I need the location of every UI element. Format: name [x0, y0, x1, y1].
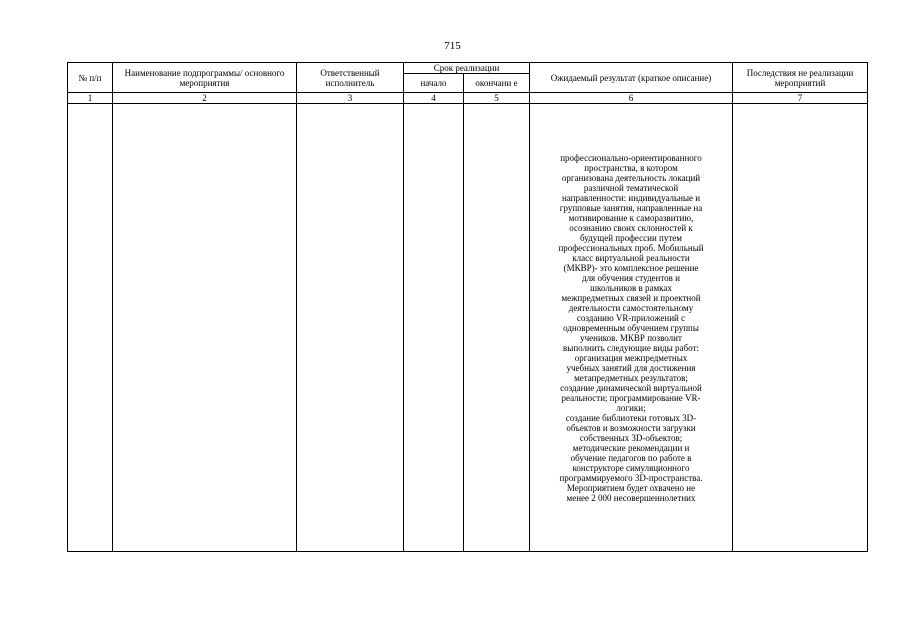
result-line: различной тематической [583, 182, 679, 193]
result-line: созданию VR-приложений с [576, 312, 686, 323]
result-line: одновременным обучением группы [563, 322, 699, 333]
result-line: обучение педагогов по работе в [570, 452, 692, 463]
program-table [67, 62, 868, 552]
result-line: метапредметных результатов; [574, 372, 688, 383]
header-consequences: Последствия не реализации мероприятий [733, 63, 868, 93]
cell-num [68, 104, 113, 552]
result-line: методические рекомендации и [572, 442, 690, 453]
result-line: организована деятельность локаций [561, 172, 701, 183]
result-line: (МКВР)- это комплексное решение [563, 262, 699, 273]
result-line: групповые занятия, направленные на [559, 202, 703, 213]
result-line: осознанию своих склонностей к [569, 222, 693, 233]
header-end: окончани е [464, 74, 530, 93]
result-line: объектов и возможности загрузки [566, 422, 696, 433]
result-line: собственных 3D-объектов; [579, 432, 683, 443]
column-number: 5 [464, 93, 530, 104]
header-num: № п/п [68, 63, 113, 93]
result-text [532, 153, 730, 503]
table-row [68, 104, 868, 552]
result-line: Мероприятием будет охвачено не [566, 482, 696, 493]
result-line: деятельности самостоятельному [568, 302, 694, 313]
cell-end [464, 104, 530, 552]
result-line: логики; [616, 402, 646, 413]
result-line: будущей профессии путем [580, 232, 682, 243]
column-number: 1 [68, 93, 113, 104]
result-line: направленности: индивидуальные и [561, 192, 701, 203]
cell-responsible [297, 104, 404, 552]
result-line: профессиональных проб. Мобильный [558, 242, 704, 253]
result-line: класс виртуальной реальности [572, 252, 690, 263]
result-line: учеников. МКВР позволит [580, 332, 682, 343]
header-name: Наименование подпрограммы/ основного мероприятия [113, 63, 297, 93]
result-line: создание динамической виртуальной [560, 382, 702, 393]
result-line: школьников в рамках [590, 282, 672, 293]
column-number: 6 [530, 93, 733, 104]
cell-result [530, 104, 733, 552]
header-row-1 [68, 63, 868, 74]
result-line: конструкторе симуляционного [572, 462, 690, 473]
result-line: создание библиотеки готовых 3D- [565, 412, 697, 423]
result-line: пространства, в котором [584, 162, 678, 173]
result-line: профессионально-ориентированного [560, 152, 702, 163]
column-numbers-row [68, 93, 868, 104]
result-line: выполнить следующие виды работ: [563, 342, 699, 353]
header-responsible: Ответственный исполнитель [297, 63, 404, 93]
result-line: межпредметных связей и проектной [561, 292, 701, 303]
header-period: Срок реализации [404, 63, 530, 74]
page-number: 715 [444, 40, 461, 52]
result-line: менее 2 000 несовершеннолетних [566, 492, 696, 503]
column-number: 2 [113, 93, 297, 104]
column-number: 4 [404, 93, 464, 104]
cell-consequences [733, 104, 868, 552]
column-number: 7 [733, 93, 868, 104]
result-line: реальности; программирование VR- [561, 392, 701, 403]
header-start: начало [404, 74, 464, 93]
cell-name [113, 104, 297, 552]
result-line: учебных занятий для достижения [566, 362, 696, 373]
result-line: для обучения студентов и [581, 272, 680, 283]
header-result: Ожидаемый результат (краткое описание) [530, 63, 733, 93]
result-line: организация межпредметных [574, 352, 688, 363]
column-number: 3 [297, 93, 404, 104]
cell-start [404, 104, 464, 552]
result-line: программируемого 3D-пространства. [559, 472, 703, 483]
result-line: мотивирование к саморазвитию, [568, 212, 694, 223]
